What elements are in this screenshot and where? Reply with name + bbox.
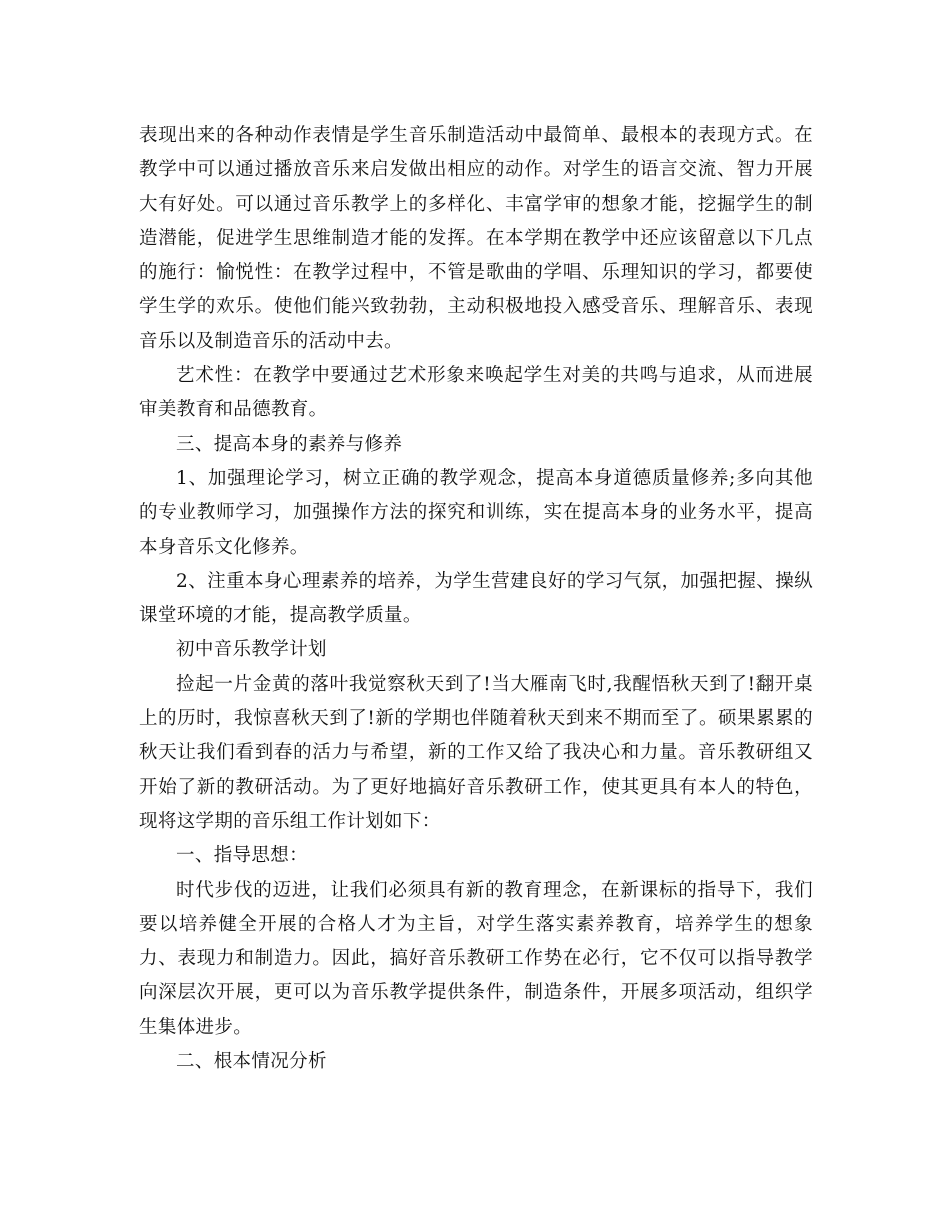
paragraph-guiding-thought: 时代步伐的迈进，让我们必须具有新的教育理念，在新课标的指导下，我们要以培养健全开展的合格人才为主旨，对学生落实素养教育，培养学生的想象力、表现力和制造力。因此，搞好音乐教研工作势在必行，它不仅可以指导教学向深层次开展，更可以为音乐教学提供条件，制造条件，开展多项活动，组织学生集体进步。 bbox=[139, 879, 813, 1038]
document-subtitle: 初中音乐教学计划 bbox=[176, 639, 327, 661]
paragraph-autumn-intro: 捡起一片金黄的落叶我觉察秋天到了!当大雁南飞时,我醒悟秋天到了!翻开桌上的历时，我惊喜秋天到了!新的学期也伴随着秋天到来不期而至了。硕果累累的秋天让我们看到春的活力与希望，新的工作又给了我决心和力量。音乐教研组又开始了新的教研活动。为了更好地搞好音乐教研工作，使其更具有本人的特色，现将这学期的音乐组工作计划如下： bbox=[139, 673, 813, 832]
paragraph-theory-study: 1、加强理论学习，树立正确的教学观念，提高本身道德质量修养;多向其他的专业教师学习，加强操作方法的探究和训练，实在提高本身的业务水平，提高本身音乐文化修养。 bbox=[139, 467, 813, 558]
paragraph-artistry: 艺术性：在教学中要通过艺术形象来唤起学生对美的共鸣与追求，从而进展审美教育和品德教育。 bbox=[139, 365, 813, 421]
paragraph-psychology: 2、注重本身心理素养的培养，为学生营建良好的学习气氛，加强把握、操纵课堂环境的才能，提高教学质量。 bbox=[139, 570, 813, 627]
section-heading-guiding-thought: 一、指导思想： bbox=[176, 845, 308, 867]
section-heading-self-improvement: 三、提高本身的素养与修养 bbox=[176, 433, 403, 455]
document-body bbox=[139, 119, 813, 1079]
section-heading-situation-analysis: 二、根本情况分析 bbox=[176, 1051, 327, 1073]
paragraph-continuation: 表现出来的各种动作表情是学生音乐制造活动中最简单、最根本的表现方式。在教学中可以通过播放音乐来启发做出相应的动作。对学生的语言交流、智力开展大有好处。可以通过音乐教学上的多样化、丰富学审的想象才能，挖掘学生的制造潜能，促进学生思维制造才能的发挥。在本学期在教学中还应该留意以下几点的施行：愉悦性：在教学过程中，不管是歌曲的学唱、乐理知识的学习，都要使学生学的欢乐。使他们能兴致勃勃，主动积极地投入感受音乐、理解音乐、表现音乐以及制造音乐的活动中去。 bbox=[139, 125, 813, 352]
